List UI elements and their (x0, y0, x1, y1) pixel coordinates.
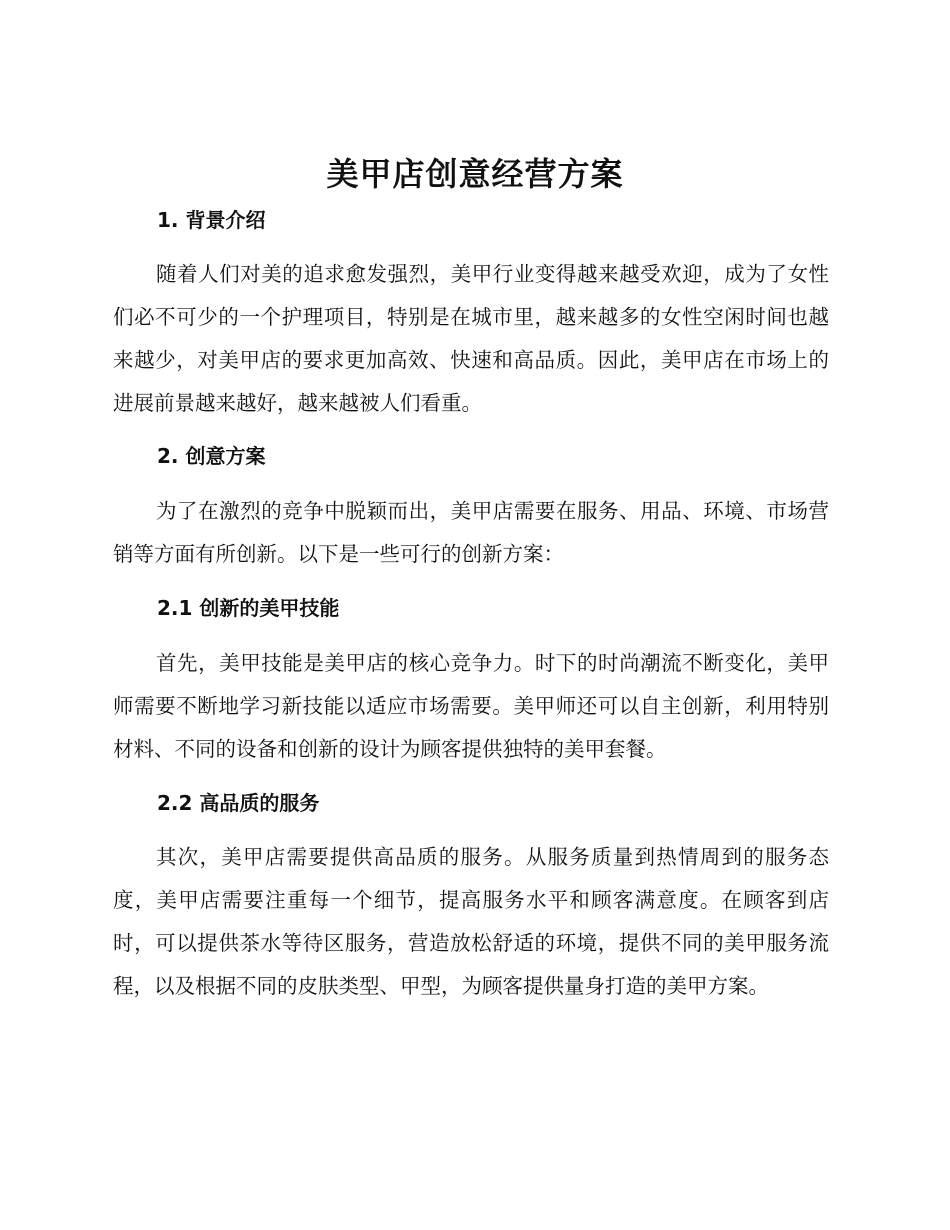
subsection-paragraph-nail-skills: 首先，美甲技能是美甲店的核心竞争力。时下的时尚潮流不断变化，美甲师需要不断地学习新技能以适应市场需要。美甲师还可以自主创新，利用特别材料、不同的设备和创新的设计为顾客提供独特的美甲套餐。 (113, 651, 829, 761)
subsection-heading-nail-skills: 2.1 创新的美甲技能 (157, 596, 340, 620)
section-paragraph-background: 随着人们对美的追求愈发强烈，美甲行业变得越来越受欢迎，成为了女性们必不可少的一个护理项目，特别是在城市里，越来越多的女性空闲时间也越来越少，对美甲店的要求更加高效、快速和高品质。因此，美甲店在市场上的进展前景越来越好，越来越被人们看重。 (113, 262, 829, 415)
subsection-paragraph-quality-service: 其次，美甲店需要提供高品质的服务。从服务质量到热情周到的服务态度，美甲店需要注重每一个细节，提高服务水平和顾客满意度。在顾客到店时，可以提供茶水等待区服务，营造放松舒适的环境，提供不同的美甲服务流程，以及根据不同的皮肤类型、甲型，为顾客提供量身打造的美甲方案。 (113, 845, 829, 998)
section-paragraph-creative-plan: 为了在激烈的竞争中脱颖而出，美甲店需要在服务、用品、环境、市场营销等方面有所创新。以下是一些可行的创新方案： (113, 499, 829, 566)
section-heading-background: 1. 背景介绍 (157, 208, 266, 232)
section-heading-creative-plan: 2. 创意方案 (157, 444, 266, 468)
subsection-heading-quality-service: 2.2 高品质的服务 (157, 791, 320, 815)
page-title: 美甲店创意经营方案 (326, 155, 624, 193)
